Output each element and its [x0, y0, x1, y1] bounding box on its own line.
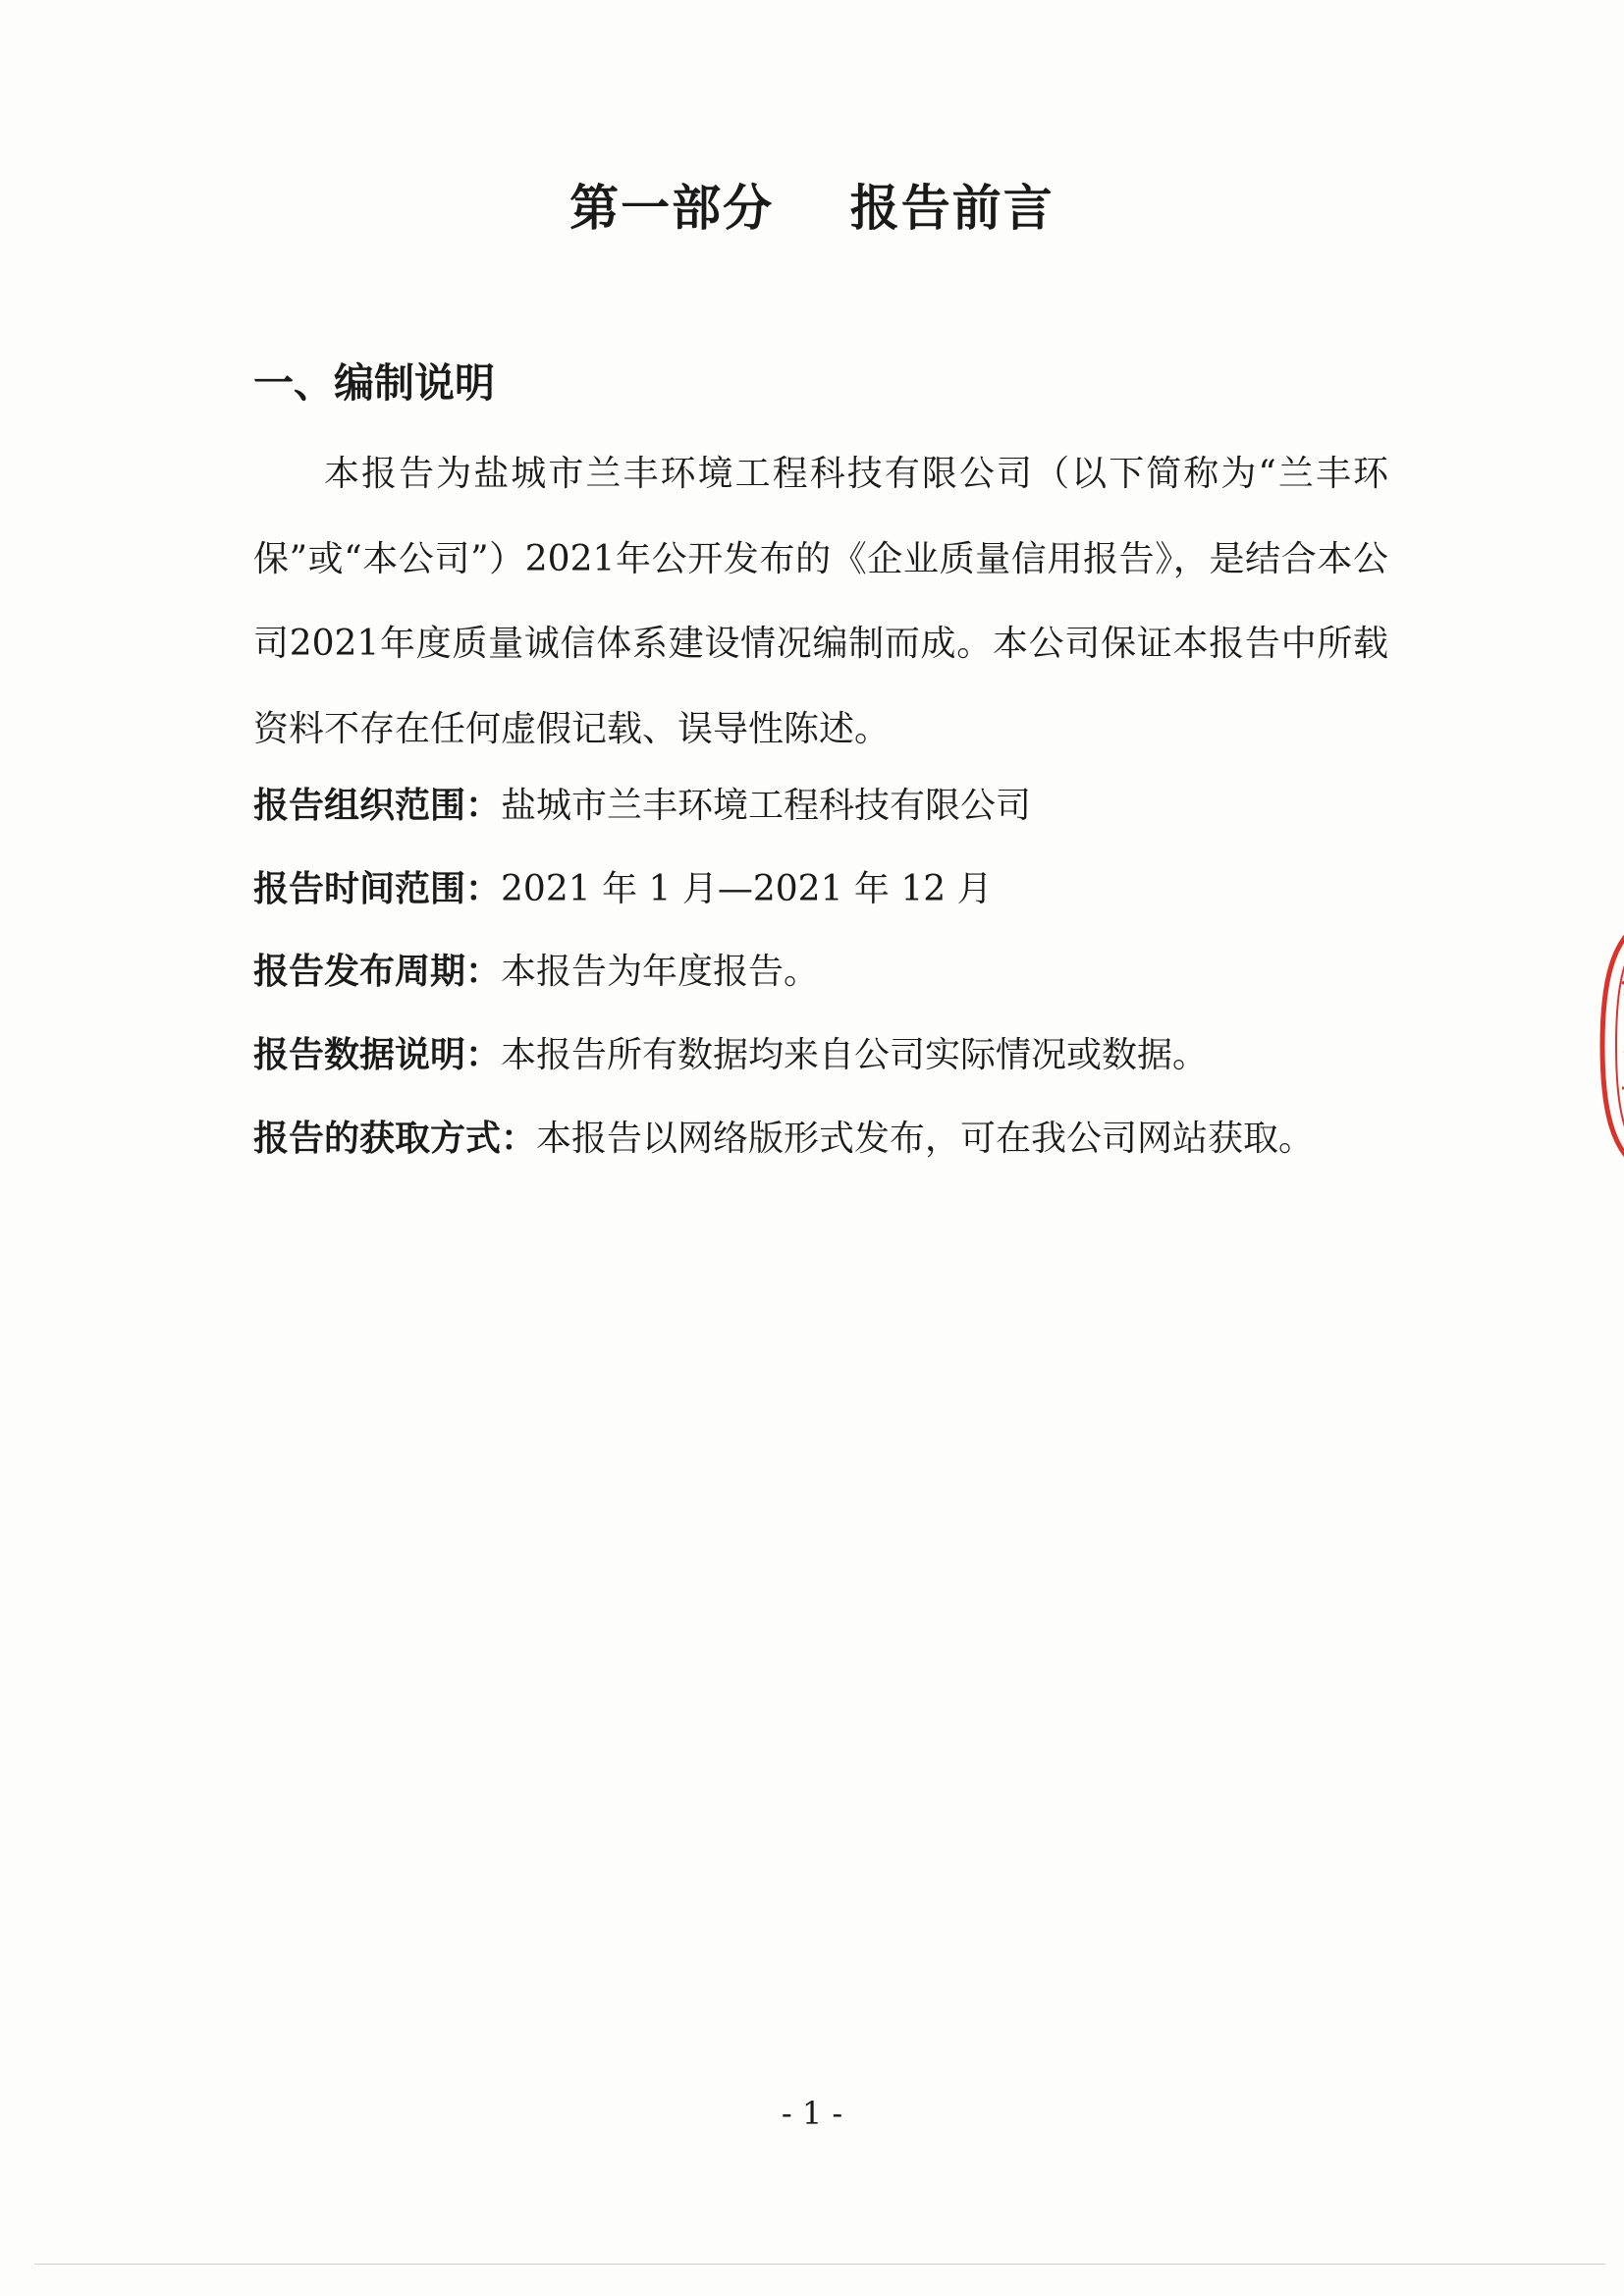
- info-value: 2021 年 1 月—2021 年 12 月: [501, 869, 993, 909]
- info-value: 本报告以网络版形式发布，可在我公司网站获取。: [536, 1119, 1315, 1159]
- info-value: 本报告所有数据均来自公司实际情况或数据。: [501, 1035, 1209, 1075]
- info-line-period: [253, 866, 993, 913]
- info-label: 报告时间范围：: [253, 869, 502, 909]
- info-label: 报告发布周期：: [253, 952, 502, 992]
- intro-paragraph: 本报告为盐城市兰丰环境工程科技有限公司（以下简称为“兰丰环保”或“本公司”）2021年公开发布的《企业质量信用报告》，是结合本公司2021年度质量诚信体系建设情况编制而成。本公司保证本报告中所载资料不存在任何虚假记载、误导性陈述。: [253, 454, 1388, 749]
- bottom-rule: [34, 2264, 1605, 2265]
- info-label: 报告组织范围：: [253, 786, 502, 826]
- info-line-cycle: [253, 949, 819, 996]
- red-seal-edge-icon: [1583, 913, 1624, 1178]
- page-number: - 1 -: [781, 2095, 843, 2132]
- page-title: 第一部分 报告前言: [569, 180, 1055, 237]
- info-line-scope: [253, 783, 1031, 830]
- info-line-access: [253, 1116, 1314, 1163]
- info-label: 报告数据说明：: [253, 1035, 502, 1075]
- section-heading: 一、编制说明: [253, 359, 495, 407]
- info-label: 报告的获取方式：: [253, 1119, 537, 1159]
- info-value: 盐城市兰丰环境工程科技有限公司: [501, 786, 1032, 826]
- info-value: 本报告为年度报告。: [501, 952, 820, 992]
- info-line-data: [253, 1032, 1208, 1079]
